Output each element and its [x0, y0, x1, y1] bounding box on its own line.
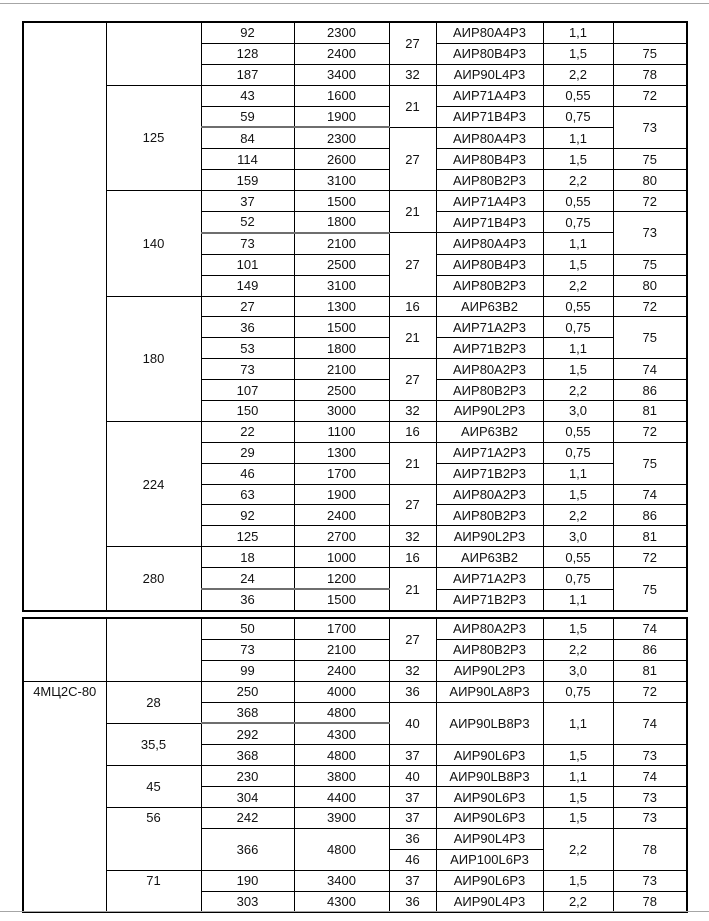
power-kw-cell: 1,5	[543, 808, 613, 829]
value-c-cell: 32	[389, 660, 436, 681]
group-value-cell: 71	[106, 870, 201, 912]
motor-type-cell: АИР80В2Р3	[436, 275, 543, 296]
value-c-cell: 32	[389, 526, 436, 547]
power-kw-cell: 0,55	[543, 296, 613, 317]
motor-type-cell: АИР80А2Р3	[436, 484, 543, 505]
efficiency-cell: 75	[613, 317, 687, 359]
value-b-cell: 4300	[294, 723, 389, 744]
power-kw-cell: 1,1	[543, 589, 613, 611]
motor-type-cell: АИР63В2	[436, 547, 543, 568]
motor-type-cell: АИР80В4Р3	[436, 254, 543, 275]
value-b-cell: 1500	[294, 317, 389, 338]
efficiency-cell: 86	[613, 639, 687, 660]
value-b-cell: 3100	[294, 275, 389, 296]
value-a-cell: 36	[201, 589, 294, 611]
power-kw-cell: 1,1	[543, 22, 613, 43]
value-b-cell: 4400	[294, 787, 389, 808]
efficiency-cell: 78	[613, 828, 687, 870]
value-b-cell: 2300	[294, 127, 389, 148]
power-kw-cell: 0,55	[543, 85, 613, 106]
value-c-cell: 36	[389, 828, 436, 849]
motor-type-cell: АИР90L6Р3	[436, 787, 543, 808]
power-kw-cell: 1,5	[543, 149, 613, 170]
value-a-cell: 73	[201, 639, 294, 660]
value-a-cell: 368	[201, 702, 294, 723]
value-a-cell: 242	[201, 808, 294, 829]
value-a-cell: 27	[201, 296, 294, 317]
power-kw-cell: 3,0	[543, 526, 613, 547]
value-a-cell: 250	[201, 681, 294, 702]
value-c-cell: 27	[389, 233, 436, 296]
power-kw-cell: 1,1	[543, 338, 613, 359]
motor-type-cell: АИР80В2Р3	[436, 170, 543, 191]
motor-type-cell: АИР90L4Р3	[436, 64, 543, 85]
value-c-cell: 21	[389, 191, 436, 233]
efficiency-cell: 73	[613, 106, 687, 149]
efficiency-cell: 81	[613, 660, 687, 681]
value-c-cell: 40	[389, 702, 436, 745]
machine-model-cell	[23, 618, 106, 681]
efficiency-cell: 80	[613, 170, 687, 191]
value-b-cell: 3400	[294, 64, 389, 85]
value-a-cell: 125	[201, 526, 294, 547]
efficiency-cell: 72	[613, 421, 687, 442]
efficiency-cell: 72	[613, 296, 687, 317]
group-value-cell	[106, 22, 201, 85]
value-c-cell: 27	[389, 127, 436, 190]
motor-type-cell: АИР71А4Р3	[436, 191, 543, 212]
motor-type-cell: АИР90LB8Р3	[436, 766, 543, 787]
motor-type-cell: АИР71А4Р3	[436, 85, 543, 106]
group-value-cell: 45	[106, 766, 201, 808]
motor-type-cell: АИР80А2Р3	[436, 618, 543, 639]
power-kw-cell: 1,1	[543, 127, 613, 148]
power-kw-cell: 1,1	[543, 463, 613, 484]
group-value-cell: 280	[106, 547, 201, 611]
value-c-cell: 21	[389, 442, 436, 484]
group-value-cell: 140	[106, 191, 201, 296]
motor-type-cell: АИР71В4Р3	[436, 106, 543, 127]
motor-type-cell: АИР80А4Р3	[436, 22, 543, 43]
power-kw-cell: 1,5	[543, 870, 613, 891]
efficiency-cell: 80	[613, 275, 687, 296]
efficiency-cell: 74	[613, 484, 687, 505]
value-b-cell: 1800	[294, 212, 389, 233]
power-kw-cell: 1,5	[543, 43, 613, 64]
value-b-cell: 4300	[294, 891, 389, 912]
power-kw-cell: 2,2	[543, 170, 613, 191]
value-b-cell: 1500	[294, 191, 389, 212]
efficiency-cell: 75	[613, 254, 687, 275]
power-kw-cell: 0,75	[543, 568, 613, 589]
power-kw-cell: 0,75	[543, 106, 613, 127]
value-b-cell: 3400	[294, 870, 389, 891]
power-kw-cell: 1,1	[543, 233, 613, 254]
motor-type-cell: АИР90L4Р3	[436, 891, 543, 912]
value-a-cell: 128	[201, 43, 294, 64]
power-kw-cell: 1,1	[543, 766, 613, 787]
value-a-cell: 59	[201, 106, 294, 127]
value-a-cell: 303	[201, 891, 294, 912]
efficiency-cell: 75	[613, 568, 687, 611]
motor-type-cell: АИР80А4Р3	[436, 233, 543, 254]
value-a-cell: 22	[201, 421, 294, 442]
power-kw-cell: 0,75	[543, 442, 613, 463]
efficiency-cell: 74	[613, 702, 687, 745]
value-c-cell: 16	[389, 421, 436, 442]
value-a-cell: 73	[201, 233, 294, 254]
value-a-cell: 150	[201, 401, 294, 422]
value-c-cell: 46	[389, 849, 436, 870]
power-kw-cell: 2,2	[543, 505, 613, 526]
value-c-cell: 37	[389, 870, 436, 891]
group-value-cell: 56	[106, 808, 201, 871]
value-b-cell: 3000	[294, 401, 389, 422]
motor-type-cell: АИР80В4Р3	[436, 149, 543, 170]
value-b-cell: 2700	[294, 526, 389, 547]
efficiency-cell: 74	[613, 766, 687, 787]
group-value-cell: 28	[106, 681, 201, 723]
power-kw-cell: 1,5	[543, 618, 613, 639]
value-a-cell: 24	[201, 568, 294, 589]
value-c-cell: 37	[389, 745, 436, 766]
value-a-cell: 50	[201, 618, 294, 639]
value-b-cell: 2400	[294, 505, 389, 526]
motor-type-cell: АИР71А2Р3	[436, 442, 543, 463]
value-b-cell: 1100	[294, 421, 389, 442]
value-a-cell: 190	[201, 870, 294, 891]
value-a-cell: 53	[201, 338, 294, 359]
value-b-cell: 2300	[294, 22, 389, 43]
power-kw-cell: 3,0	[543, 660, 613, 681]
power-kw-cell: 0,75	[543, 317, 613, 338]
value-a-cell: 52	[201, 212, 294, 233]
power-kw-cell: 0,55	[543, 421, 613, 442]
motor-type-cell: АИР80В4Р3	[436, 43, 543, 64]
page-top-edge-line	[0, 3, 709, 4]
value-a-cell: 304	[201, 787, 294, 808]
efficiency-cell: 81	[613, 401, 687, 422]
value-b-cell: 4000	[294, 681, 389, 702]
page-bottom-edge-line	[0, 911, 709, 912]
value-c-cell: 16	[389, 296, 436, 317]
value-a-cell: 43	[201, 85, 294, 106]
power-kw-cell: 1,5	[543, 787, 613, 808]
spec-table-lower	[22, 617, 688, 913]
value-a-cell: 292	[201, 723, 294, 744]
efficiency-cell: 75	[613, 149, 687, 170]
efficiency-cell: 72	[613, 191, 687, 212]
efficiency-cell: 73	[613, 787, 687, 808]
motor-type-cell: АИР71А2Р3	[436, 317, 543, 338]
motor-type-cell: АИР80А2Р3	[436, 359, 543, 380]
efficiency-cell: 81	[613, 526, 687, 547]
group-value-cell: 224	[106, 421, 201, 546]
efficiency-cell: 75	[613, 43, 687, 64]
value-b-cell: 4800	[294, 828, 389, 870]
value-c-cell: 21	[389, 568, 436, 611]
value-a-cell: 46	[201, 463, 294, 484]
power-kw-cell: 1,5	[543, 254, 613, 275]
value-a-cell: 101	[201, 254, 294, 275]
value-c-cell: 32	[389, 401, 436, 422]
value-b-cell: 1000	[294, 547, 389, 568]
motor-type-cell: АИР80В2Р3	[436, 505, 543, 526]
power-kw-cell: 1,5	[543, 359, 613, 380]
group-value-cell	[106, 618, 201, 681]
value-a-cell: 107	[201, 380, 294, 401]
motor-type-cell: АИР71В2Р3	[436, 463, 543, 484]
value-c-cell: 27	[389, 22, 436, 64]
motor-type-cell: АИР71А2Р3	[436, 568, 543, 589]
value-b-cell: 1700	[294, 618, 389, 639]
value-c-cell: 27	[389, 618, 436, 660]
power-kw-cell: 1,1	[543, 702, 613, 745]
motor-type-cell: АИР90L4Р3	[436, 828, 543, 849]
motor-type-cell: АИР90LB8Р3	[436, 702, 543, 745]
value-b-cell: 2100	[294, 639, 389, 660]
value-c-cell: 27	[389, 484, 436, 526]
value-a-cell: 92	[201, 22, 294, 43]
value-a-cell: 73	[201, 359, 294, 380]
efficiency-cell: 73	[613, 745, 687, 766]
power-kw-cell: 2,2	[543, 639, 613, 660]
group-value-cell: 125	[106, 85, 201, 190]
value-b-cell: 4800	[294, 702, 389, 723]
motor-type-cell: АИР80А4Р3	[436, 127, 543, 148]
value-b-cell: 1200	[294, 568, 389, 589]
value-c-cell: 37	[389, 787, 436, 808]
value-a-cell: 187	[201, 64, 294, 85]
value-a-cell: 230	[201, 766, 294, 787]
motor-type-cell: АИР71В2Р3	[436, 338, 543, 359]
efficiency-cell: 72	[613, 547, 687, 568]
motor-type-cell: АИР90L6Р3	[436, 870, 543, 891]
group-value-cell: 180	[106, 296, 201, 421]
motor-type-cell: АИР90L6Р3	[436, 745, 543, 766]
power-kw-cell: 0,75	[543, 212, 613, 233]
value-b-cell: 2400	[294, 660, 389, 681]
value-c-cell: 40	[389, 766, 436, 787]
efficiency-cell: 73	[613, 808, 687, 829]
value-b-cell: 3100	[294, 170, 389, 191]
value-a-cell: 36	[201, 317, 294, 338]
motor-type-cell: АИР80В2Р3	[436, 639, 543, 660]
power-kw-cell: 1,5	[543, 745, 613, 766]
value-b-cell: 2100	[294, 233, 389, 254]
value-a-cell: 368	[201, 745, 294, 766]
value-b-cell: 1600	[294, 85, 389, 106]
motor-type-cell: АИР90L2Р3	[436, 660, 543, 681]
value-b-cell: 1500	[294, 589, 389, 611]
efficiency-cell: 72	[613, 681, 687, 702]
value-b-cell: 1700	[294, 463, 389, 484]
motor-type-cell: АИР90L2Р3	[436, 401, 543, 422]
value-a-cell: 366	[201, 828, 294, 870]
value-b-cell: 1300	[294, 296, 389, 317]
motor-type-cell: АИР80В2Р3	[436, 380, 543, 401]
value-b-cell: 2600	[294, 149, 389, 170]
machine-model-cell	[23, 22, 106, 611]
efficiency-cell: 78	[613, 891, 687, 912]
value-a-cell: 37	[201, 191, 294, 212]
power-kw-cell: 0,75	[543, 681, 613, 702]
value-b-cell: 2500	[294, 380, 389, 401]
value-b-cell: 2500	[294, 254, 389, 275]
efficiency-cell	[613, 22, 687, 43]
group-value-cell: 35,5	[106, 723, 201, 765]
value-b-cell: 1300	[294, 442, 389, 463]
value-b-cell: 2100	[294, 359, 389, 380]
value-a-cell: 29	[201, 442, 294, 463]
efficiency-cell: 75	[613, 442, 687, 484]
efficiency-cell: 72	[613, 85, 687, 106]
value-b-cell: 3800	[294, 766, 389, 787]
value-b-cell: 2400	[294, 43, 389, 64]
efficiency-cell: 86	[613, 505, 687, 526]
value-a-cell: 84	[201, 127, 294, 148]
value-a-cell: 149	[201, 275, 294, 296]
motor-type-cell: АИР63В2	[436, 296, 543, 317]
spec-table-upper	[22, 21, 688, 612]
motor-type-cell: АИР71В2Р3	[436, 589, 543, 611]
power-kw-cell: 1,5	[543, 484, 613, 505]
value-c-cell: 27	[389, 359, 436, 401]
motor-type-cell: АИР63В2	[436, 421, 543, 442]
power-kw-cell: 0,55	[543, 547, 613, 568]
value-c-cell: 16	[389, 547, 436, 568]
value-a-cell: 114	[201, 149, 294, 170]
value-c-cell: 21	[389, 85, 436, 127]
value-c-cell: 21	[389, 317, 436, 359]
value-a-cell: 63	[201, 484, 294, 505]
value-b-cell: 1800	[294, 338, 389, 359]
efficiency-cell: 73	[613, 212, 687, 255]
value-b-cell: 1900	[294, 484, 389, 505]
efficiency-cell: 74	[613, 359, 687, 380]
power-kw-cell: 2,2	[543, 275, 613, 296]
motor-type-cell: АИР90LA8Р3	[436, 681, 543, 702]
value-c-cell: 36	[389, 891, 436, 912]
value-a-cell: 99	[201, 660, 294, 681]
motor-type-cell: АИР90L6Р3	[436, 808, 543, 829]
value-a-cell: 159	[201, 170, 294, 191]
power-kw-cell: 2,2	[543, 380, 613, 401]
value-b-cell: 3900	[294, 808, 389, 829]
value-c-cell: 36	[389, 681, 436, 702]
machine-model-cell: 4МЦ2С-80	[23, 681, 106, 912]
power-kw-cell: 2,2	[543, 891, 613, 912]
efficiency-cell: 74	[613, 618, 687, 639]
motor-type-cell: АИР71В4Р3	[436, 212, 543, 233]
motor-type-cell: АИР100L6Р3	[436, 849, 543, 870]
value-b-cell: 1900	[294, 106, 389, 127]
power-kw-cell: 3,0	[543, 401, 613, 422]
value-b-cell: 4800	[294, 745, 389, 766]
efficiency-cell: 86	[613, 380, 687, 401]
power-kw-cell: 2,2	[543, 828, 613, 870]
value-a-cell: 18	[201, 547, 294, 568]
efficiency-cell: 78	[613, 64, 687, 85]
value-c-cell: 37	[389, 808, 436, 829]
value-c-cell: 32	[389, 64, 436, 85]
efficiency-cell: 73	[613, 870, 687, 891]
power-kw-cell: 0,55	[543, 191, 613, 212]
value-a-cell: 92	[201, 505, 294, 526]
power-kw-cell: 2,2	[543, 64, 613, 85]
motor-type-cell: АИР90L2Р3	[436, 526, 543, 547]
